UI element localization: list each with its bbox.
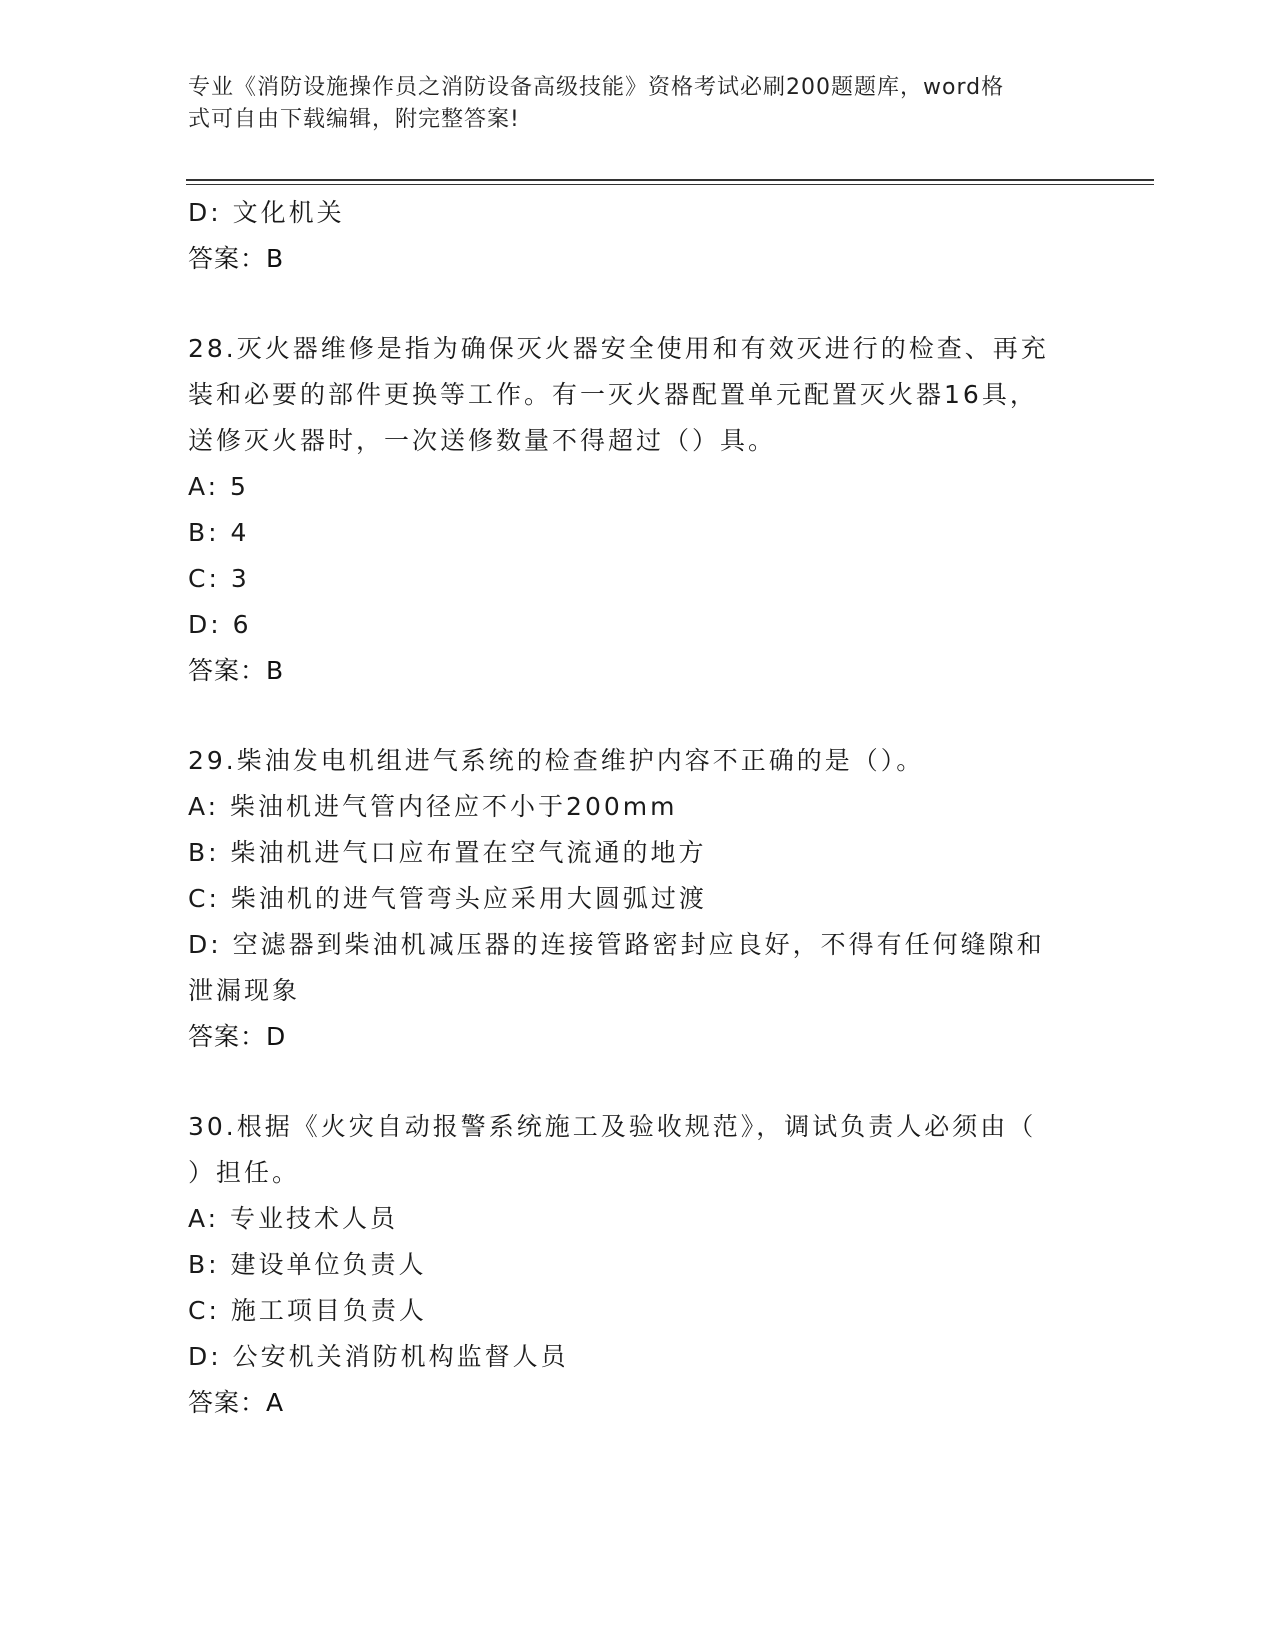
spacer <box>188 282 1088 326</box>
header-divider-thick <box>186 179 1154 181</box>
question-stem-line: 30.根据《火灾自动报警系统施工及验收规范》，调试负责人必须由（ <box>188 1112 1037 1141</box>
question-stem-line: 28.灭火器维修是指为确保灭火器安全使用和有效灭进行的检查、再充 <box>188 334 1049 363</box>
document-header <box>188 72 1068 136</box>
option-c: C: 3 <box>188 564 250 593</box>
answer-line: 答案：D <box>188 1022 287 1051</box>
question-stem-line: 送修灭火器时，一次送修数量不得超过（）具。 <box>188 426 777 455</box>
option-b: B: 柴油机进气口应布置在空气流通的地方 <box>188 838 707 867</box>
header-line-1: 专业《消防设施操作员之消防设备高级技能》资格考试必刷200题题库，word格 <box>188 75 1005 100</box>
question-27-tail <box>188 190 1088 282</box>
option-d: D: 空滤器到柴油机减压器的连接管路密封应良好，不得有任何缝隙和 <box>188 930 1045 959</box>
option-c: C: 施工项目负责人 <box>188 1296 427 1325</box>
option-d-continued: 泄漏现象 <box>188 976 301 1005</box>
question-stem-line: 装和必要的部件更换等工作。有一灭火器配置单元配置灭火器16具， <box>188 380 1038 409</box>
question-stem-line: 29.柴油发电机组进气系统的检查维护内容不正确的是（）。 <box>188 746 925 775</box>
answer-line: 答案：A <box>188 1388 285 1417</box>
option-d: D: 6 <box>188 610 252 639</box>
question-list <box>188 190 1088 1426</box>
spacer <box>188 1060 1088 1104</box>
question-stem-line: ）担任。 <box>188 1158 301 1187</box>
option-d: D: 文化机关 <box>188 198 345 227</box>
question-30 <box>188 1104 1088 1426</box>
answer-line: 答案：B <box>188 244 285 273</box>
option-a: A: 柴油机进气管内径应不小于200mm <box>188 792 678 821</box>
question-29 <box>188 738 1088 1060</box>
question-28 <box>188 326 1088 694</box>
header-divider-thin <box>186 184 1154 185</box>
option-b: B: 4 <box>188 518 250 547</box>
option-c: C: 柴油机的进气管弯头应采用大圆弧过渡 <box>188 884 707 913</box>
answer-line: 答案：B <box>188 656 285 685</box>
option-a: A: 5 <box>188 472 249 501</box>
spacer <box>188 694 1088 738</box>
header-line-2: 式可自由下载编辑，附完整答案! <box>188 107 520 132</box>
option-b: B: 建设单位负责人 <box>188 1250 427 1279</box>
option-d: D: 公安机关消防机构监督人员 <box>188 1342 569 1371</box>
option-a: A: 专业技术人员 <box>188 1204 399 1233</box>
